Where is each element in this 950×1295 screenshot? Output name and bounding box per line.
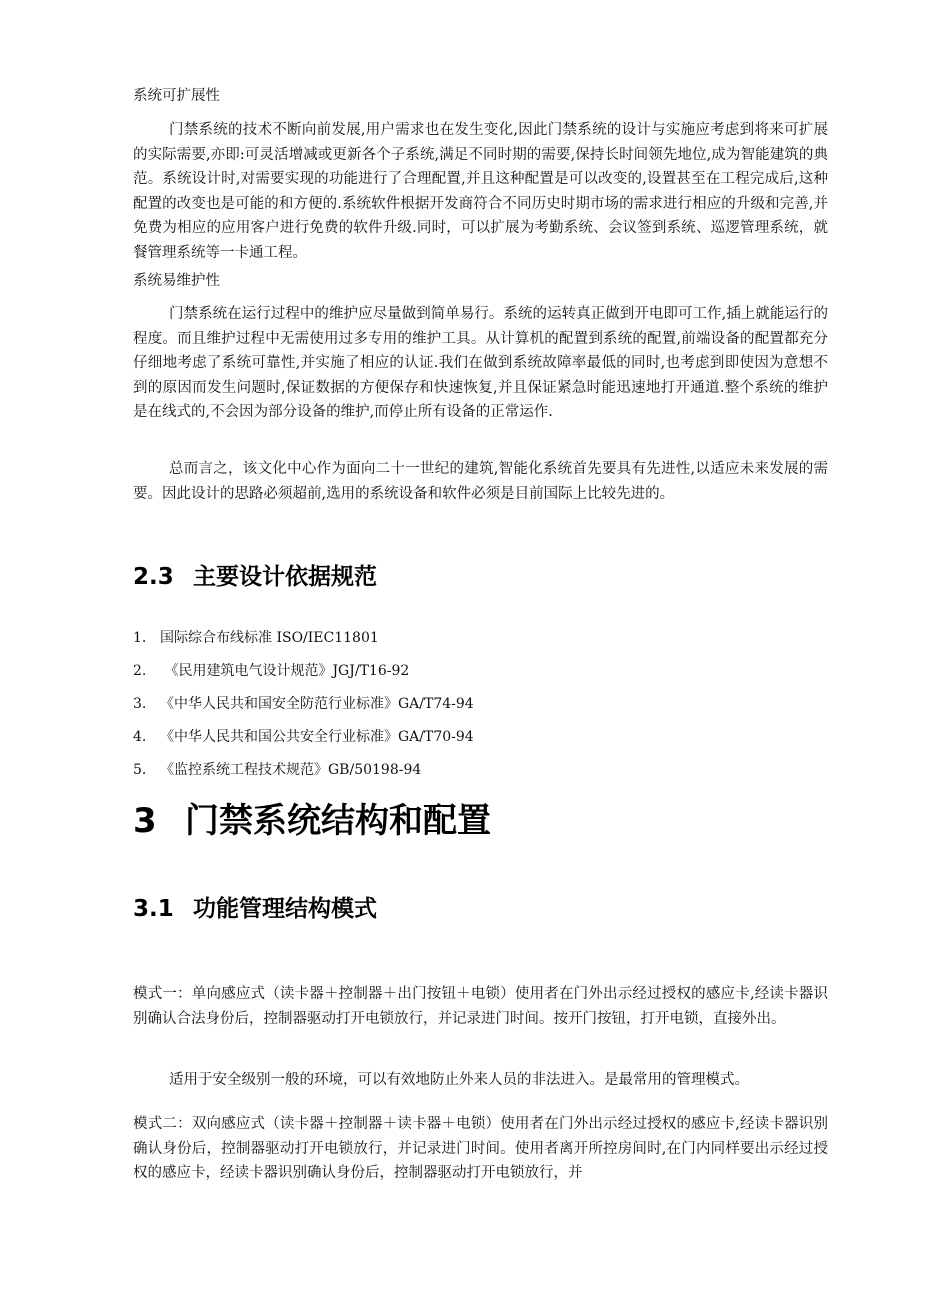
label-maintainability: 系统易维护性 — [133, 273, 220, 289]
list-item: 1. 国际综合布线标准 ISO/IEC11801 — [133, 630, 379, 646]
heading-3-1 — [133, 893, 828, 925]
heading-title: 功能管理结构模式 — [193, 896, 377, 922]
para-scalability: 门禁系统的技术不断向前发展,用户需求也在发生变化,因此门禁系统的设计与实施应考虑到将来可扩展的实际需要,亦即:可灵活增减或更新各个子系统,满足不同时期的需要,保持长时间领先地位,成为智能建筑的典范。系统设计时,对需要实现的功能进行了合理配置,并且这种配置是可以改变的,设置甚至在工程完成后,这种配置的改变也是可能的和方便的.系统软件根据开发商符合不同历史时期市场的需求进行相应的升级和完善,并免费为相应的应用客户进行免费的软件升级.同时，可以扩展为考勤系统、会议签到系统、巡逻管理系统，就餐管理系统等一卡通工程。 — [133, 122, 828, 261]
para-mode-1-note: 适用于安全级别一般的环境，可以有效地防止外来人员的非法进入。是最常用的管理模式。 — [169, 1072, 749, 1088]
para-summary: 总而言之，该文化中心作为面向二十一世纪的建筑,智能化系统首先要具有先进性,以适应未来发展的需要。因此设计的思路必须超前,选用的系统设备和软件必须是目前国际上比较先进的。 — [133, 461, 828, 502]
heading-number: 2.3 — [133, 564, 174, 590]
heading-number: 3 — [133, 801, 157, 841]
heading-3 — [133, 798, 828, 844]
heading-number: 3.1 — [133, 896, 174, 922]
heading-title: 门禁系统结构和配置 — [185, 801, 491, 841]
para-mode-2: 模式二：双向感应式（读卡器＋控制器＋读卡器＋电锁）使用者在门外出示经过授权的感应卡,经读卡器识别确认身份后，控制器驱动打开电锁放行，并记录进门时间。使用者离开所控房间时,在门内同样要出示经过授权的感应卡，经读卡器识别确认身份后，控制器驱动打开电锁放行，并 — [133, 1116, 828, 1181]
label-scalability: 系统可扩展性 — [133, 88, 220, 104]
para-mode-1: 模式一：单向感应式（读卡器＋控制器＋出门按钮＋电锁）使用者在门外出示经过授权的感应卡,经读卡器识别确认合法身份后，控制器驱动打开电锁放行，并记录进门时间。按开门按钮，打开电锁，直接外出。 — [133, 986, 828, 1027]
para-maintainability: 门禁系统在运行过程中的维护应尽量做到简单易行。系统的运转真正做到开电即可工作,插上就能运行的程度。而且维护过程中无需使用过多专用的维护工具。从计算机的配置到系统的配置,前端设备的配置都充分仔细地考虑了系统可靠性,并实施了相应的认证.我们在做到系统故障率最低的同时,也考虑到即使因为意想不到的原因而发生问题时,保证数据的方便保存和快速恢复,并且保证紧急时能迅速地打开通道.整个系统的维护是在线式的,不会因为部分设备的维护,而停止所有设备的正常运作. — [133, 306, 828, 420]
list-item: 5. 《监控系统工程技术规范》GB/50198-94 — [133, 762, 422, 778]
list-item: 4. 《中华人民共和国公共安全行业标准》GA/T70-94 — [133, 729, 474, 745]
list-item: 3. 《中华人民共和国安全防范行业标准》GA/T74-94 — [133, 696, 474, 712]
heading-title: 主要设计依据规范 — [193, 564, 377, 590]
heading-2-3 — [133, 561, 828, 593]
list-item: 2. 《民用建筑电气设计规范》JGJ/T16-92 — [133, 663, 410, 679]
